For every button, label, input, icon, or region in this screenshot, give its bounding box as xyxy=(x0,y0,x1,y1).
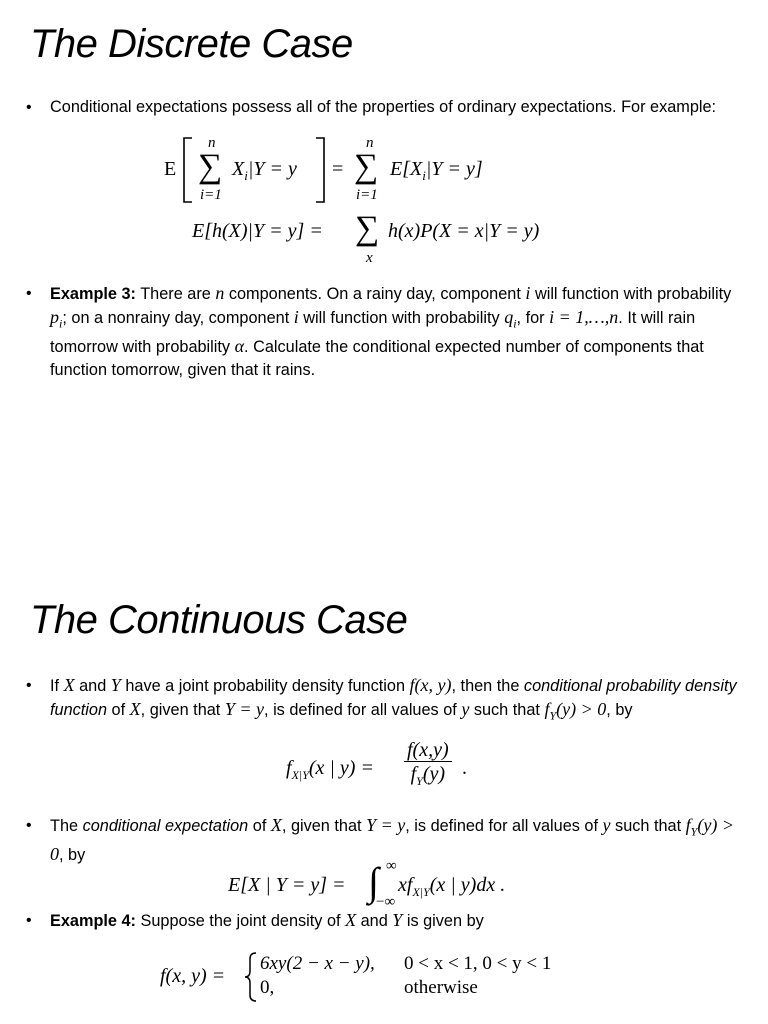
example-3-label: Example 3: xyxy=(50,285,136,303)
eq1-sigma2: ∑ xyxy=(354,148,379,185)
eq1-equals: = xyxy=(332,158,344,180)
eq1-sum2-top: n xyxy=(366,135,374,151)
discrete-case-heading: The Discrete Case xyxy=(30,22,353,66)
bullet-dot: • xyxy=(26,912,32,929)
bullet-dot: • xyxy=(26,285,32,302)
eq1-E: E xyxy=(164,158,177,180)
integral-sign: ∫ xyxy=(368,859,379,904)
eq2-left: E[h(X)|Y = y] = xyxy=(192,220,323,242)
continuous-case-heading: The Continuous Case xyxy=(30,598,408,642)
eq1-right: $E[X_i|Y = y]$ xyxy=(390,158,483,183)
eq2-right: h(x)P(X = x|Y = y) xyxy=(388,220,540,242)
bullet-properties xyxy=(26,96,750,119)
bullet-dot: • xyxy=(26,817,32,834)
bullet-conditional-expectation: • The conditional expectation of X, given that Y = y, is defined for all values of y such that $f_Y(y) > 0$, by xyxy=(26,815,734,865)
left-bracket xyxy=(182,137,194,203)
left-brace xyxy=(244,952,258,1002)
equation-function-of-x xyxy=(192,212,612,268)
eq2-sum-bottom: x xyxy=(366,250,373,266)
bullet-dot: • xyxy=(26,99,32,116)
example-4-label: Example 4: xyxy=(50,912,136,930)
bullet-dot: • xyxy=(26,677,32,694)
right-bracket xyxy=(314,137,326,203)
eq1-sigma: ∑ xyxy=(198,148,223,185)
bullet-properties-text: Conditional expectations possess all of the properties of ordinary expectations. For example: xyxy=(50,98,717,116)
term-conditional-expectation: conditional expectation xyxy=(82,817,249,835)
equation-linearity xyxy=(160,135,560,207)
eq2-sigma: ∑ xyxy=(355,210,380,247)
bullet-example-4: • Example 4: Suppose the joint density of X and Y is given by xyxy=(26,910,484,930)
equation-conditional-density: $f_{X|Y}(x$ | y) = $\frac{f(x,y)}{f_Y(y)}$ . xyxy=(286,739,467,788)
eq1-sum2-bottom: i=1 xyxy=(356,187,378,203)
bullet-example-3: • Example 3: There are n components. On a rainy day, component i will function with probability $p_i$; on a nonrainy day, component i will function with probability $q_i$, for i = 1,…,n. It will rain tomorrow with probability α. Calculate the conditional expected number of components that function tomorrow, given that it rains. xyxy=(26,283,732,380)
term-conditional-density: conditional probability density function xyxy=(50,677,737,719)
eq1-sum-bottom: i=1 xyxy=(200,187,222,203)
eq1-term: $X_i|Y = y$ xyxy=(232,158,297,183)
equation-joint-density: f(x, y) = 6xy(2 − x − y), 0 < x < 1, 0 < y < 1 0, otherwise xyxy=(160,950,600,1006)
equation-conditional-expectation: E[X | Y = y] = ∫ ∞ −∞ $xf_{X|Y}(x$ | y)dx . xyxy=(228,858,506,910)
bullet-conditional-density: • If X and Y have a joint probability density function f(x, y), then the conditional probability density function of X, given that Y = y, is defined for all values of y such that $f_Y(y) > 0$, by xyxy=(26,675,737,723)
eq1-sum-top: n xyxy=(208,135,216,151)
